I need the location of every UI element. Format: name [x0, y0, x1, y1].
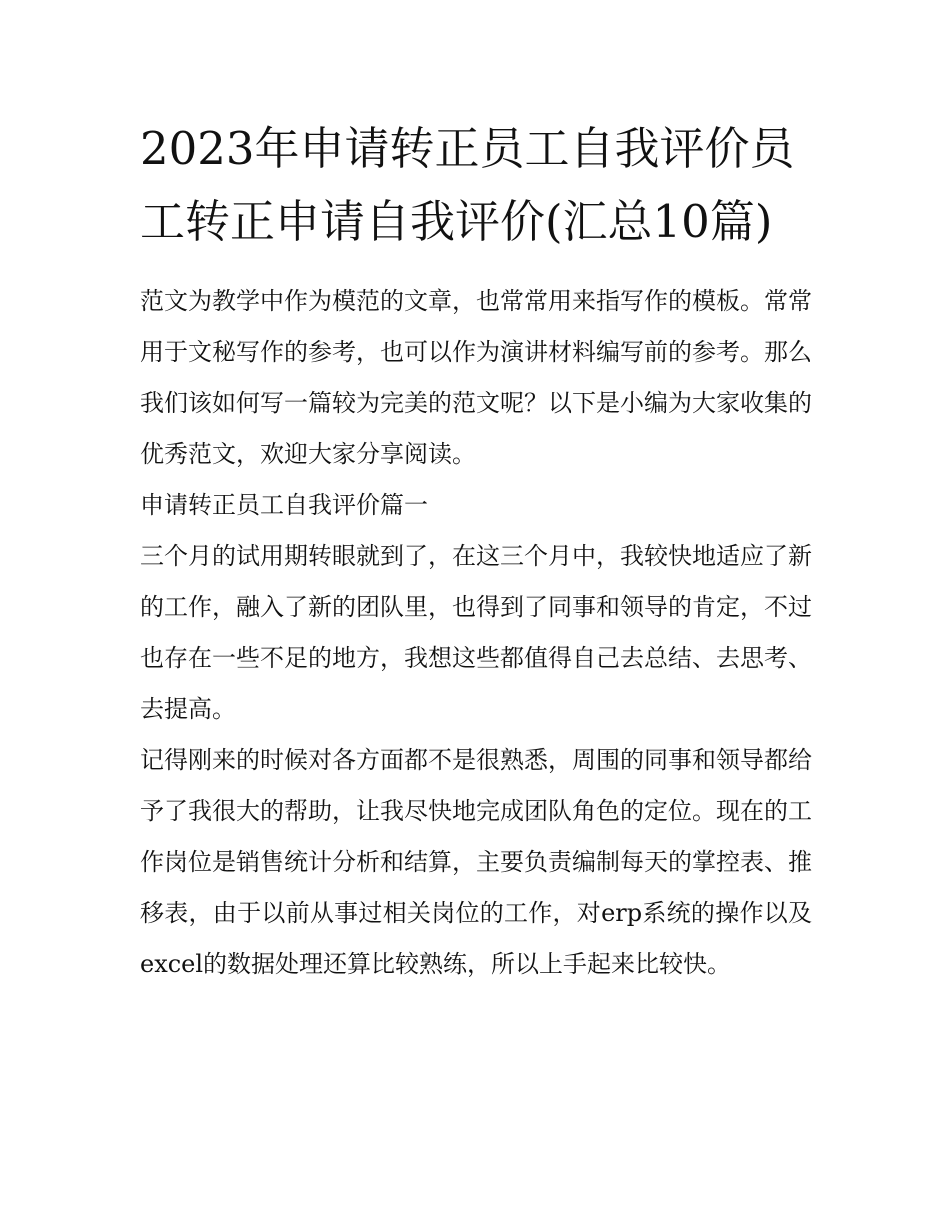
body-paragraph-1: 三个月的试用期转眼就到了，在这三个月中，我较快地适应了新的工作，融入了新的团队里，也得到了同事和领导的肯定，不过也存在一些不足的地方，我想这些都值得自己去总结、去思考、去提高。 — [140, 542, 812, 723]
section-heading: 申请转正员工自我评价篇一 — [140, 491, 428, 519]
body-paragraph-2: 记得刚来的时候对各方面都不是很熟悉，周围的同事和领导都给予了我很大的帮助，让我尽快地完成团队角色的定位。现在的工作岗位是销售统计分析和结算，主要负责编制每天的掌控表、推移表，由于以前从事过相关岗位的工作，对erp系统的操作以及excel的数据处理还算比较熟练，所以上手起来比较快。 — [140, 746, 812, 978]
document-content — [140, 112, 812, 990]
document-title: 2023年申请转正员工自我评价员工转正申请自我评价(汇总10篇) — [140, 122, 795, 248]
intro-paragraph: 范文为教学中作为模范的文章，也常常用来指写作的模板。常常用于文秘写作的参考，也可以作为演讲材料编写前的参考。那么我们该如何写一篇较为完美的范文呢？以下是小编为大家收集的优秀范文，欢迎大家分享阅读。 — [140, 287, 812, 468]
